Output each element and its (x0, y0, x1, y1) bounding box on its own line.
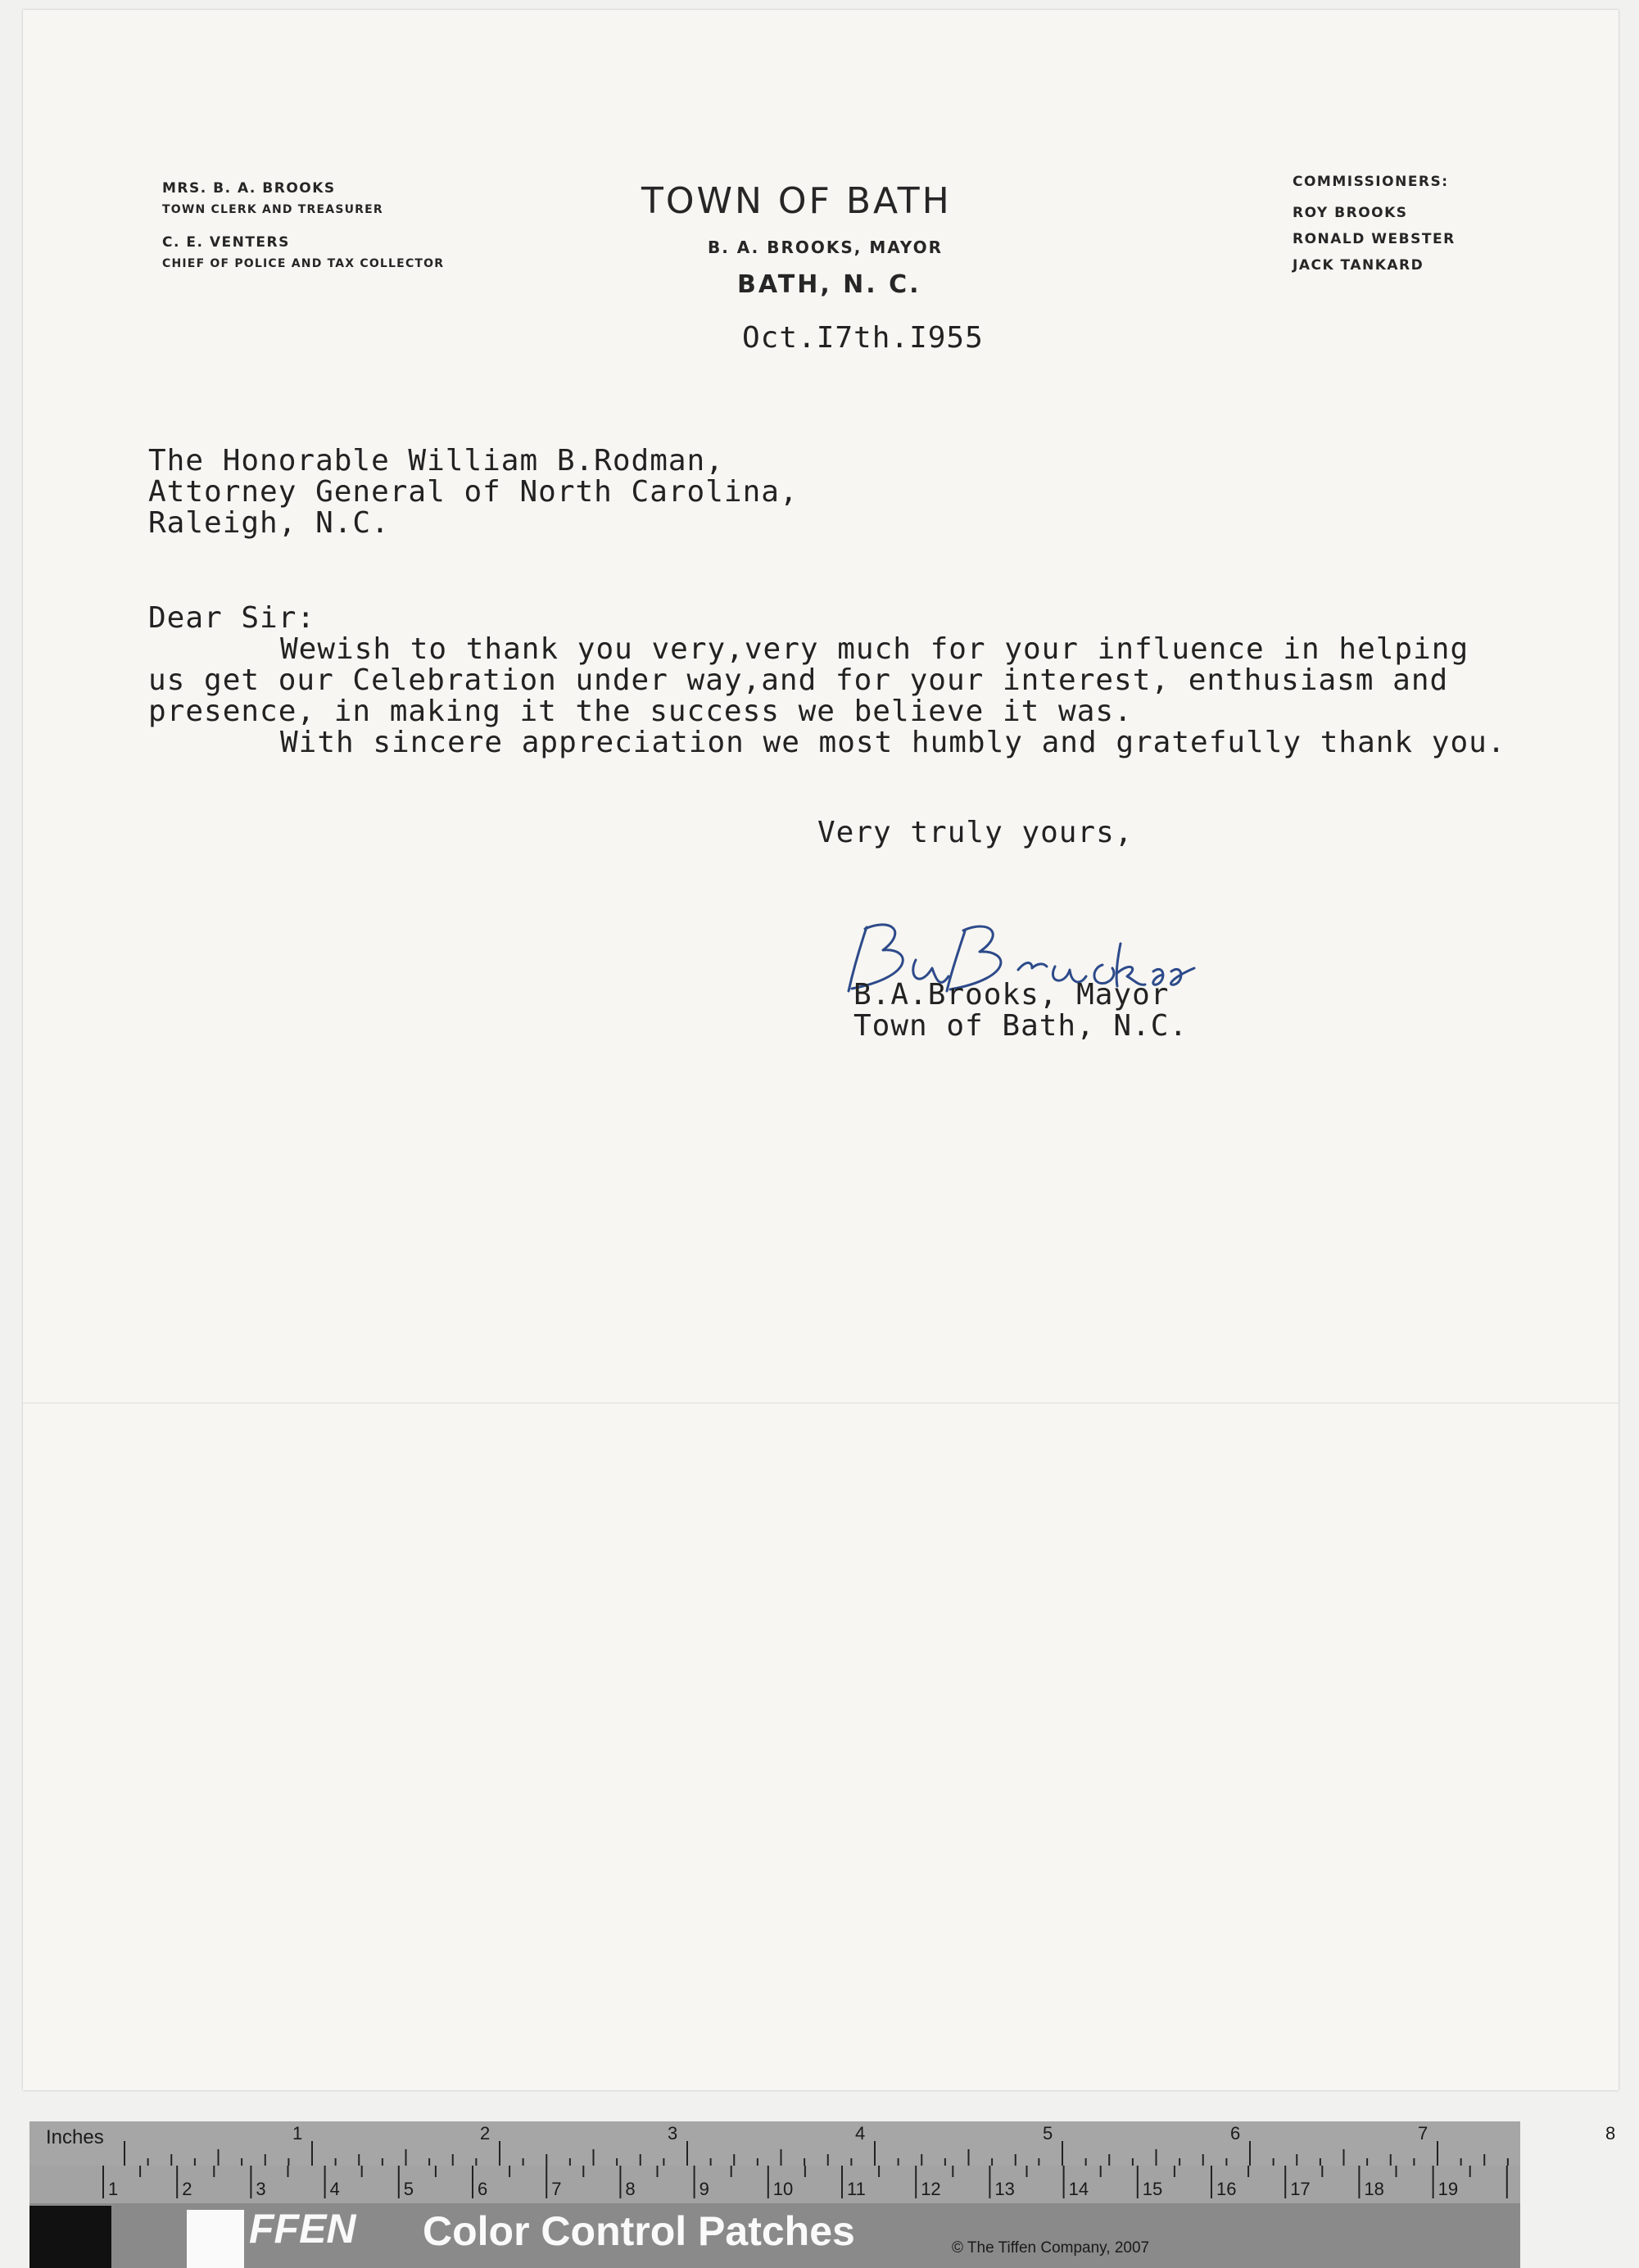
body-line-3: presence, in making it the success we believe it was. (148, 695, 1133, 728)
mayor-line: B. A. BROOKS, MAYOR (708, 238, 943, 257)
cm-number: 19 (1438, 2179, 1459, 2199)
body-line-2: us get our Celebration under way,and for your interest, enthusiasm and (148, 663, 1449, 697)
address-line-1: The Honorable William B.Rodman, (148, 444, 724, 478)
inches-label: Inches (46, 2126, 104, 2148)
cm-number: 7 (551, 2179, 562, 2199)
cm-number: 6 (478, 2179, 488, 2199)
commissioners-heading: COMMISSIONERS: (1293, 174, 1449, 190)
chief-title: CHIEF OF POLICE AND TAX COLLECTOR (162, 257, 445, 270)
cm-number: 2 (182, 2179, 192, 2199)
letter-date: Oct.I7th.I955 (742, 321, 984, 355)
color-control-patches-label: Color Control Patches (423, 2208, 855, 2254)
letter-sheet (23, 10, 1619, 2090)
cm-number: 3 (256, 2179, 266, 2199)
cm-number: 12 (921, 2179, 941, 2199)
cm-number: 16 (1216, 2179, 1237, 2199)
cm-scale (29, 2166, 1520, 2203)
commissioner-3: JACK TANKARD (1293, 257, 1424, 274)
cm-number: 18 (1364, 2179, 1384, 2199)
inch-number: 8 (1605, 2123, 1616, 2144)
address-line-3: Raleigh, N.C. (148, 506, 390, 540)
inch-number: 7 (1418, 2123, 1428, 2144)
signer-line-2: Town of Bath, N.C. (853, 1009, 1189, 1043)
color-control-ruler (29, 2121, 1616, 2268)
town-title: TOWN OF BATH (641, 180, 952, 222)
tiffen-brand: FFEN (249, 2206, 356, 2252)
commissioner-2: RONALD WEBSTER (1293, 231, 1456, 247)
inch-number: 6 (1230, 2123, 1241, 2144)
signer-line-1: B.A.Brooks, Mayor (853, 978, 1170, 1012)
inch-ticks (29, 2121, 1616, 2166)
chief-name: C. E. VENTERS (162, 234, 290, 251)
commissioner-1: ROY BROOKS (1293, 205, 1408, 221)
body-line-1: Wewish to thank you very,very much for your influence in helping (280, 632, 1469, 666)
clerk-title: TOWN CLERK AND TREASURER (162, 203, 383, 216)
address-line-2: Attorney General of North Carolina, (148, 475, 799, 509)
closing: Very truly yours, (817, 816, 1134, 849)
tiffen-copyright: © The Tiffen Company, 2007 (952, 2239, 1150, 2257)
inch-number: 5 (1043, 2123, 1053, 2144)
clerk-name: MRS. B. A. BROOKS (162, 180, 336, 197)
inch-number: 2 (480, 2123, 491, 2144)
black-patch (29, 2206, 111, 2268)
cm-number: 9 (699, 2179, 709, 2199)
cm-number: 1 (108, 2179, 119, 2199)
body-line-4: With sincere appreciation we most humbly and gratefully thank you. (280, 726, 1506, 759)
cm-number: 15 (1142, 2179, 1163, 2199)
cm-number: 14 (1068, 2179, 1089, 2199)
cm-number: 10 (772, 2179, 794, 2199)
cm-number: 13 (994, 2179, 1015, 2199)
cm-number: 5 (403, 2179, 414, 2199)
cm-number: 4 (329, 2179, 340, 2199)
white-patch (187, 2210, 244, 2268)
town-location: BATH, N. C. (737, 270, 921, 299)
cm-number: 8 (625, 2179, 636, 2199)
cm-ticks (29, 2166, 1520, 2203)
cm-number: 17 (1290, 2179, 1311, 2199)
fold-line (23, 1402, 1619, 1404)
inch-number: 4 (855, 2123, 866, 2144)
inch-number: 3 (668, 2123, 678, 2144)
salutation: Dear Sir: (148, 601, 316, 635)
inch-scale (29, 2121, 1616, 2166)
cm-number: 11 (847, 2179, 866, 2199)
inch-number: 1 (292, 2123, 303, 2144)
